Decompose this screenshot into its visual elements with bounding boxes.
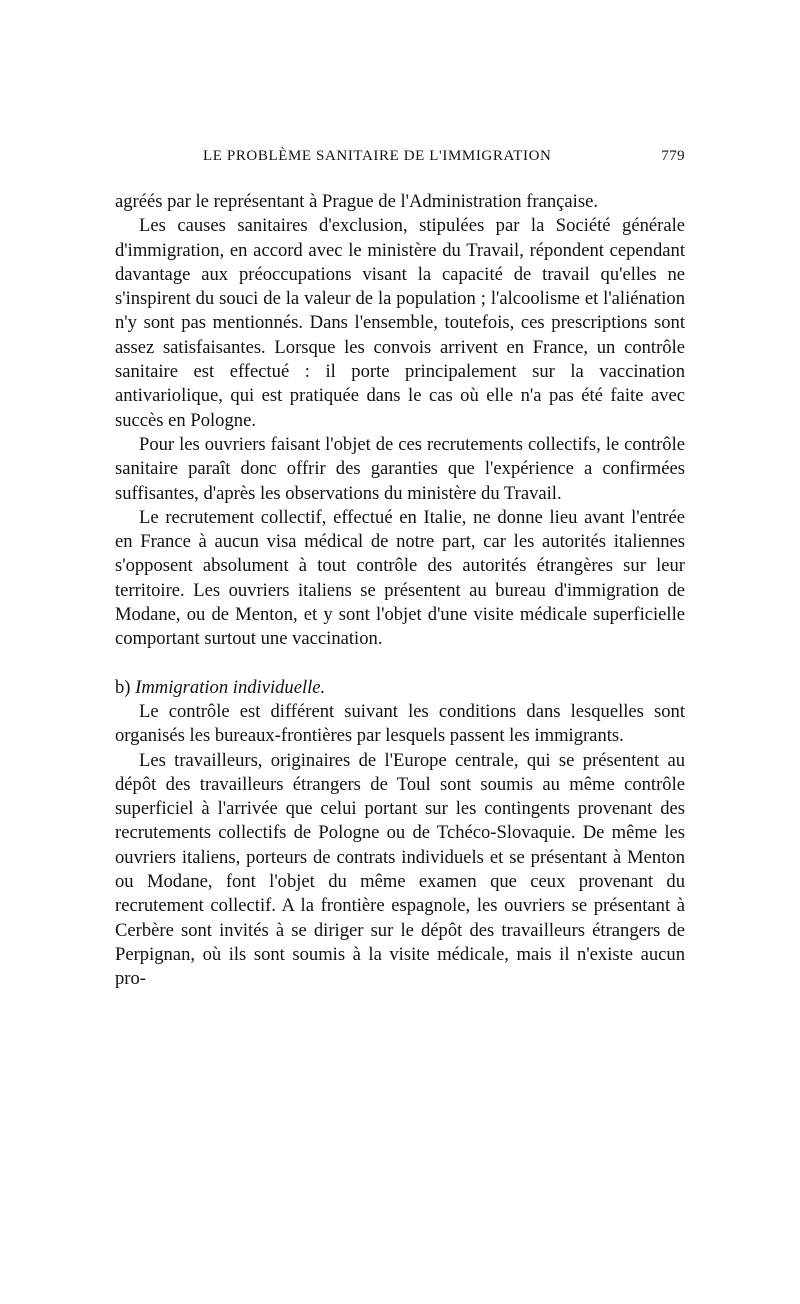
subsection-letter: b) bbox=[115, 676, 131, 698]
page-number: 779 bbox=[661, 148, 685, 164]
paragraph-4: Le recrutement collectif, effectué en Italie, ne donne lieu avant l'entrée en France à aucun visa médical de notre part, car les autorités italiennes s'opposent absolument à tout contrôle des autorités étrangères sur leur territoire. Les ouvriers italiens se présentent au bureau d'immigration de Modane, ou de Menton, et y sont l'objet d'une visite médicale superficielle comportant surtout une vaccination. bbox=[115, 506, 685, 650]
paragraph-1: agréés par le représentant à Prague de l'Administration française. bbox=[115, 191, 598, 212]
subsection-heading bbox=[115, 676, 685, 700]
paragraph-2: Les causes sanitaires d'exclusion, stipulées par la Société générale d'immigration, en accord avec le ministère du Travail, répondent cependant davantage aux préoccupations visant la capacité de travail qu'elles ne s'inspirent du souci de la valeur de la population ; l'alcoolisme et l'aliénation n'y sont pas mentionnés. Dans l'ensemble, toutefois, ces prescriptions sont assez satisfaisantes. Lorsque les convois arrivent en France, un contrôle sanitaire est effectué : il porte principalement sur la vaccination antivariolique, qui est pratiquée dans le cas où elle n'a pas été faite avec succès en Pologne. bbox=[115, 215, 685, 431]
paragraph-5: Le contrôle est différent suivant les conditions dans lesquelles sont organisés les bureaux-frontières par lesquels passent les immigrants. bbox=[115, 700, 685, 747]
running-title: LE PROBLÈME SANITAIRE DE L'IMMIGRATION bbox=[203, 148, 552, 164]
running-head bbox=[115, 148, 685, 174]
body-text bbox=[115, 190, 685, 992]
paragraph-3: Pour les ouvriers faisant l'objet de ces recrutements collectifs, le contrôle sanitaire paraît donc offrir des garanties que l'expérience a confirmées suffisantes, d'après les observations du ministère du Travail. bbox=[115, 433, 685, 504]
paragraph-6: Les travailleurs, originaires de l'Europe centrale, qui se présentent au dépôt des travailleurs étrangers de Toul sont soumis au même contrôle superficiel à l'arrivée que celui portant sur les contingents provenant des recrutements collectifs de Pologne ou de Tchéco-Slovaquie. De même les ouvriers italiens, porteurs de contrats individuels et se présentant à Menton ou Modane, font l'objet du même examen que ceux provenant du recrutement collectif. A la frontière espagnole, les ouvriers se présentant à Cerbère sont invités à se diriger sur le dépôt des travailleurs étrangers de Perpignan, où ils sont soumis à la visite médicale, mais il n'existe aucun pro- bbox=[115, 749, 685, 990]
subsection-title: Immigration individuelle. bbox=[135, 676, 326, 698]
book-page bbox=[115, 148, 685, 992]
